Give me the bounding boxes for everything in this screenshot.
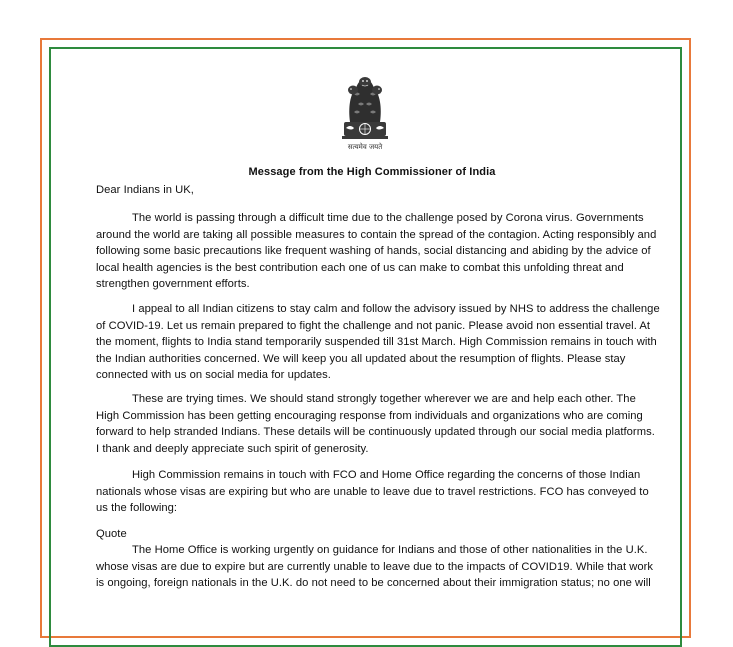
emblem-motto: सत्यमेव जयते <box>347 143 383 151</box>
quote-text: The Home Office is working urgently on guidance for Indians and those of other nationalities in the U.K. whose visas are due to expire but are currently unable to leave due to the impacts of COVID19. While that work is ongoing, foreign nationals in the U.K. do not need to be concerned about their immigration status; no one will <box>96 544 654 590</box>
paragraph-4: High Commission remains in touch with FCO and Home Office regarding the concerns of those Indian nationals whose visas are expiring but who are unable to leave due to travel restrictions. FCO has conveyed to us the following: <box>96 469 649 515</box>
paragraph-1: The world is passing through a difficult time due to the challenge posed by Corona virus. Governments around the world are taking all possible measures to contain the spread of the contagion. Acting responsibly and following some basic precautions like frequent washing of hands, social distancing and abiding by the advice of local health agencies is the best contribution each one of us can make to combat this unfolding threat and strengthen government efforts. <box>96 212 657 291</box>
quote-label: Quote <box>96 528 127 540</box>
paragraph-3: These are trying times. We should stand strongly together wherever we are and help each other. The High Commission has been getting encouraging response from individuals and organizations who are coming forward to help stranded Indians. These details will be continuously updated through our social media platforms. I thank and deeply appreciate such spirit of generosity. <box>96 393 655 455</box>
salutation: Dear Indians in UK, <box>96 184 194 196</box>
paragraph-2: I appeal to all Indian citizens to stay calm and follow the advisory issued by NHS to address the challenge of COVID-19. Let us remain prepared to fight the challenge and not panic. Please avoid non essential travel. At the moment, flights to India stand temporarily suspended till 31st March. High Commission remains in touch with the Indian authorities concerned. We will keep you all updated about the resumption of flights. Please stay connected with us on social media for updates. <box>96 303 660 382</box>
national-emblem-icon <box>336 64 394 154</box>
page-title: Message from the High Commissioner of India <box>248 166 496 178</box>
